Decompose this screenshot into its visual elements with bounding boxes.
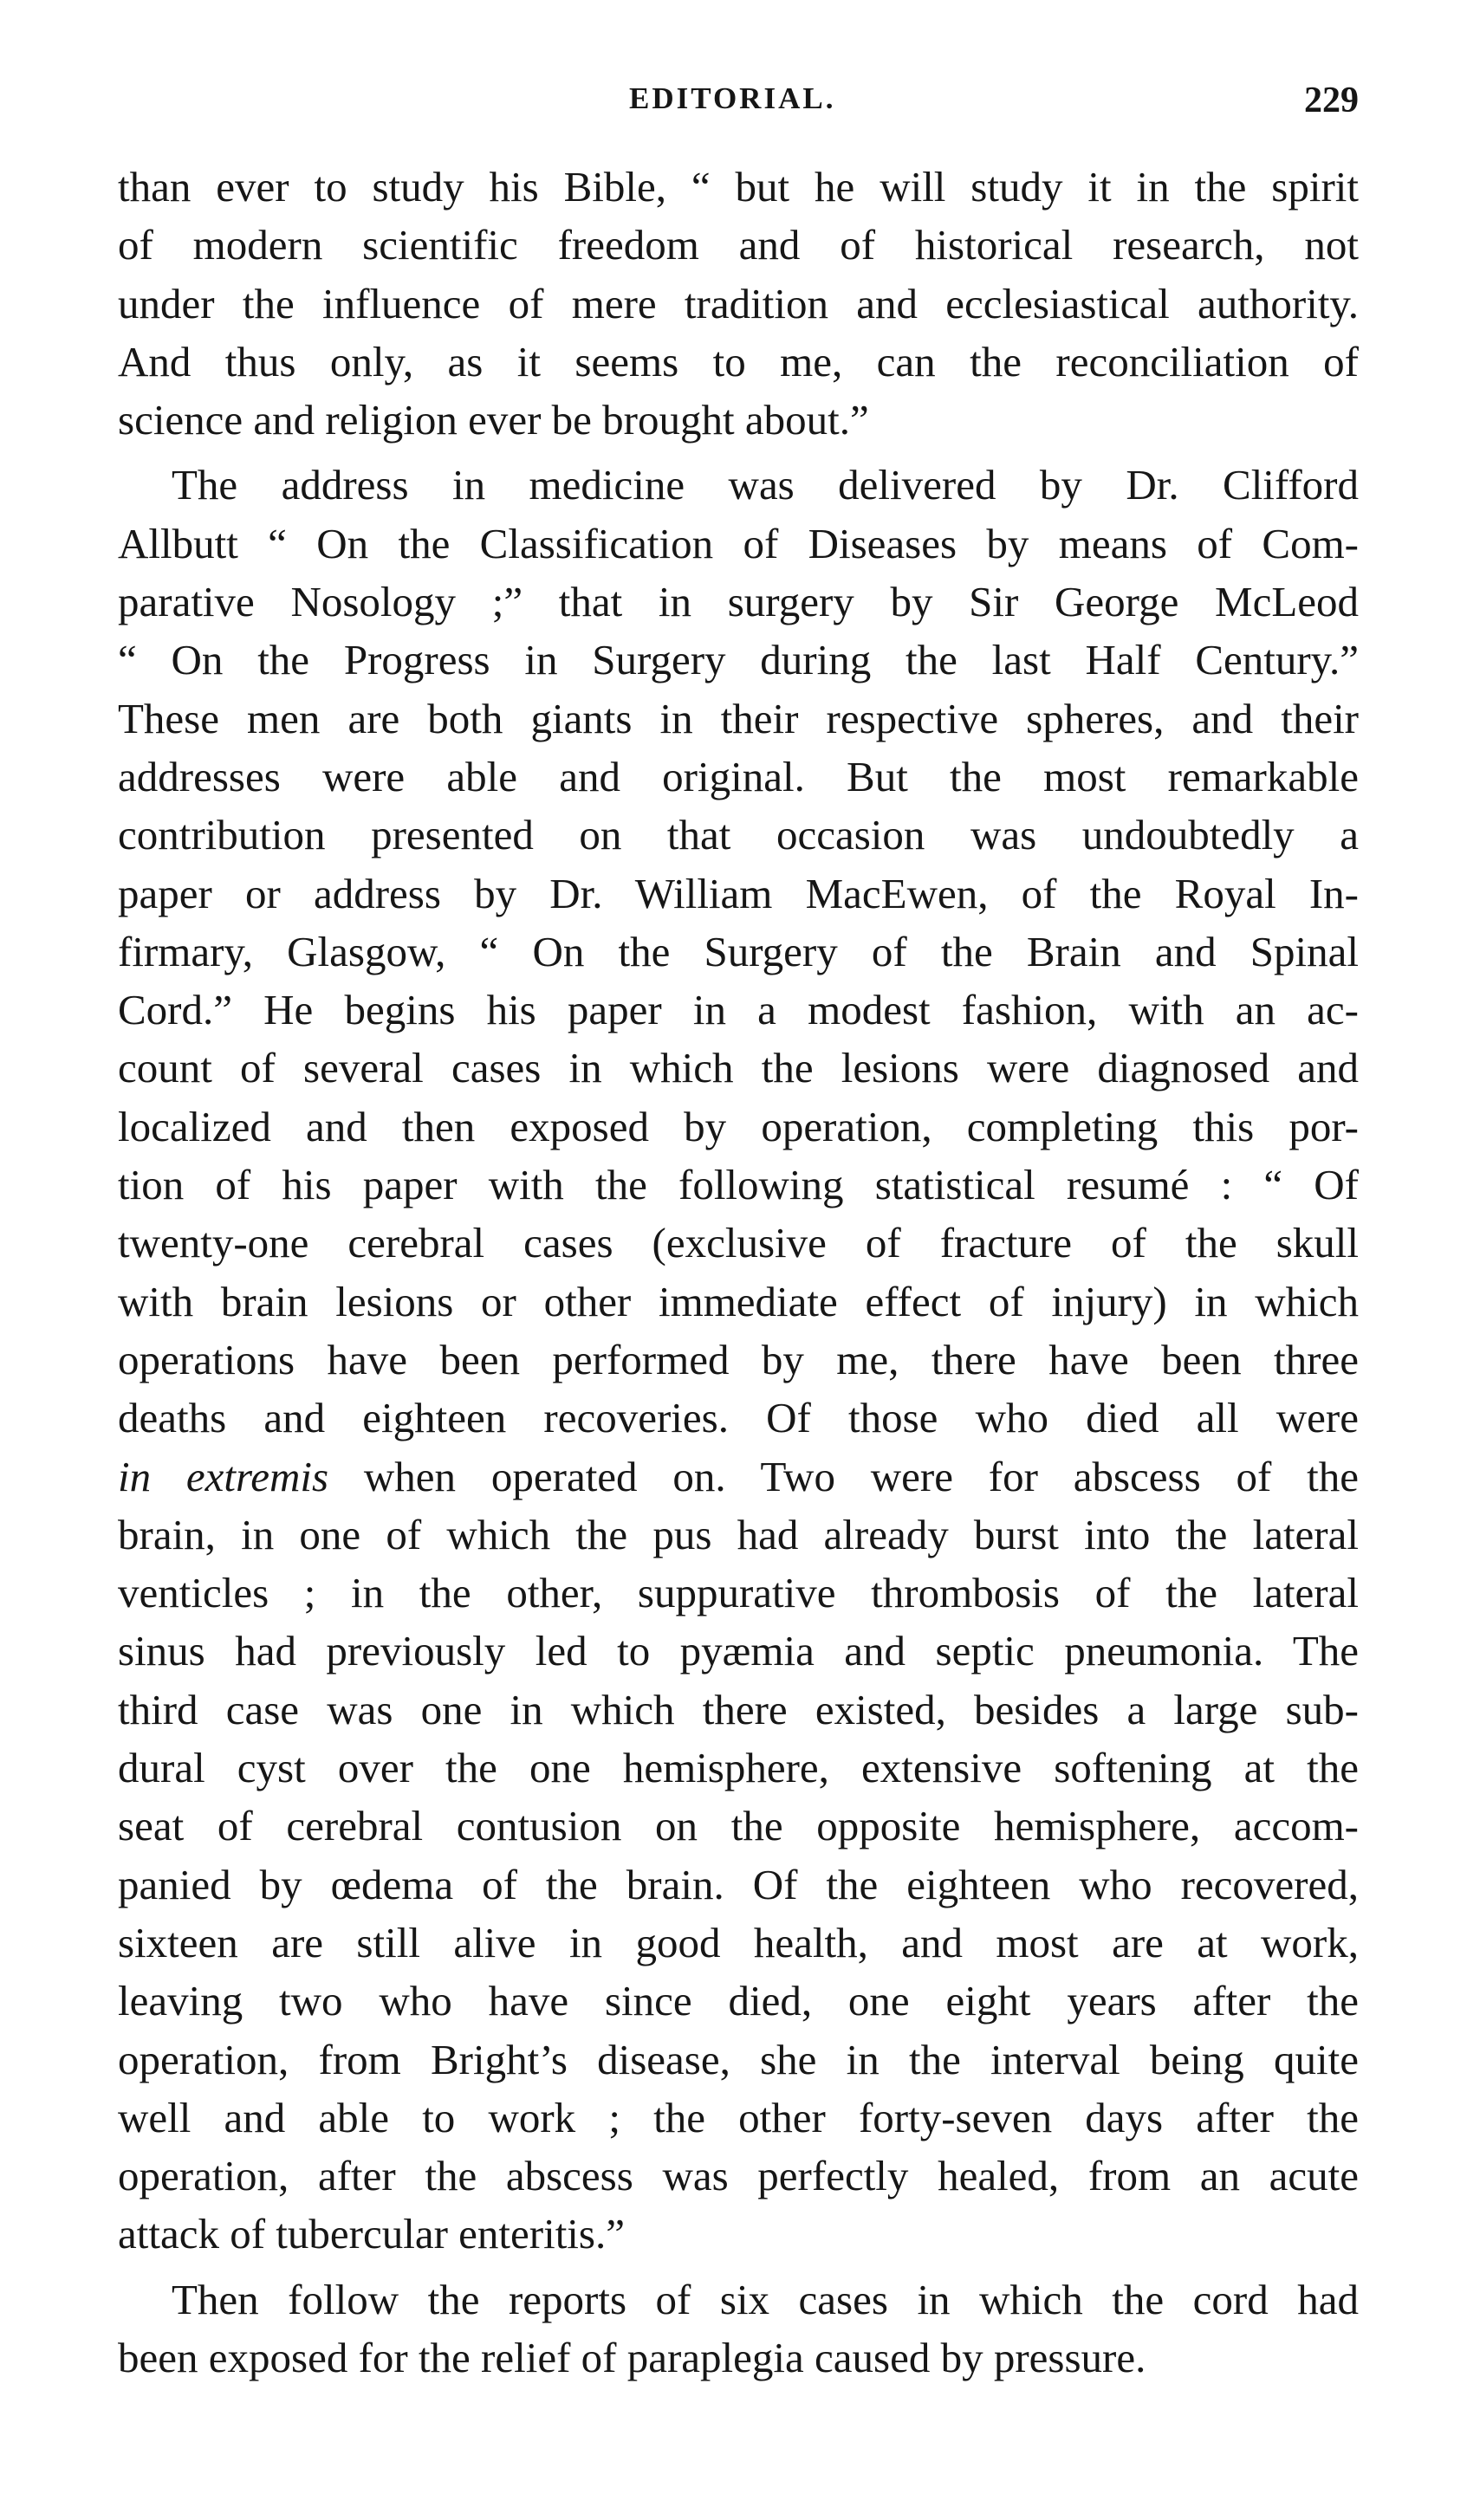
- text-line: contribution presented on that occasion was undoubtedly a: [118, 811, 1359, 859]
- text-line: These men are both giants in their respective spheres, and their: [118, 694, 1359, 742]
- body-text: [118, 158, 1359, 2387]
- text-line: The address in medicine was delivered by Dr. Clifford: [172, 461, 1359, 509]
- text-line: under the influence of mere tradition and ecclesiastical authority.: [118, 279, 1359, 327]
- text-line: paper or address by Dr. William MacEwen, of the Royal In-: [118, 869, 1359, 917]
- text-line: of modern scientific freedom and of historical research, not: [118, 221, 1359, 269]
- text-line: attack of tubercular enteritis.”: [118, 2210, 625, 2258]
- text-line: operation, after the abscess was perfectly healed, from an acute: [118, 2152, 1359, 2200]
- text-line: And thus only, as it seems to me, can the reconciliation of: [118, 337, 1359, 385]
- text-line: “ On the Progress in Surgery during the last Half Century.”: [118, 636, 1359, 684]
- paragraph: [118, 456, 1359, 2263]
- running-head: EDITORIAL.: [629, 81, 836, 115]
- text-line: sinus had previously led to pyæmia and septic pneumonia. The: [118, 1627, 1359, 1675]
- text-line: venticles ; in the other, suppurative thrombosis of the lateral: [118, 1569, 1359, 1617]
- text-line: sixteen are still alive in good health, and most are at work,: [118, 1918, 1359, 1966]
- paragraph-gap: [118, 449, 1359, 456]
- text-line: dural cyst over the one hemisphere, extensive softening at the: [118, 1744, 1359, 1792]
- text-line: leaving two who have since died, one eight years after the: [118, 1977, 1359, 2025]
- text-line: parative Nosology ;” that in surgery by Sir George McLeod: [118, 578, 1359, 626]
- text-line: than ever to study his Bible, “ but he will study it in the spirit: [118, 163, 1359, 211]
- paragraph: [118, 158, 1359, 449]
- paragraph-gap: [118, 2264, 1359, 2271]
- text-line: with brain lesions or other immediate effect of injury) in which: [118, 1277, 1359, 1325]
- paragraph: [118, 2271, 1359, 2387]
- text-line: localized and then exposed by operation, completing this por-: [118, 1102, 1359, 1150]
- text-line: third case was one in which there existed, besides a large sub-: [118, 1685, 1359, 1733]
- text-line: firmary, Glasgow, “ On the Surgery of the Brain and Spinal: [118, 927, 1359, 975]
- text-line: count of several cases in which the lesions were diagnosed and: [118, 1044, 1359, 1092]
- text-line: operations have been performed by me, there have been three: [118, 1335, 1359, 1383]
- text-line: operation, from Bright’s disease, she in the interval being quite: [118, 2035, 1359, 2083]
- page-header: [118, 80, 1359, 140]
- text-line: well and able to work ; the other forty-seven days after the: [118, 2093, 1359, 2141]
- text-line: Allbutt “ On the Classification of Diseases by means of Com-: [118, 519, 1359, 567]
- text-line: Then follow the reports of six cases in which the cord had: [172, 2275, 1359, 2323]
- text-line: science and religion ever be brought about.”: [118, 396, 869, 444]
- text-line: twenty-one cerebral cases (exclusive of fracture of the skull: [118, 1219, 1359, 1267]
- text-line: in extremis when operated on. Two were for abscess of the: [118, 1452, 1359, 1500]
- italic-phrase: in extremis: [118, 1452, 329, 1500]
- text-line: been exposed for the relief of paraplegia caused by pressure.: [118, 2333, 1146, 2381]
- text-line: panied by œdema of the brain. Of the eighteen who recovered,: [118, 1860, 1359, 1908]
- text-line: tion of his paper with the following statistical resumé : “ Of: [118, 1161, 1359, 1209]
- text-line: addresses were able and original. But the most remarkable: [118, 752, 1359, 800]
- text-line: deaths and eighteen recoveries. Of those who died all were: [118, 1394, 1359, 1442]
- page-number: 229: [1304, 81, 1359, 120]
- text-line: seat of cerebral contusion on the opposite hemisphere, accom-: [118, 1802, 1359, 1850]
- text-line: Cord.” He begins his paper in a modest fashion, with an ac-: [118, 986, 1359, 1034]
- text-line: brain, in one of which the pus had already burst into the lateral: [118, 1510, 1359, 1558]
